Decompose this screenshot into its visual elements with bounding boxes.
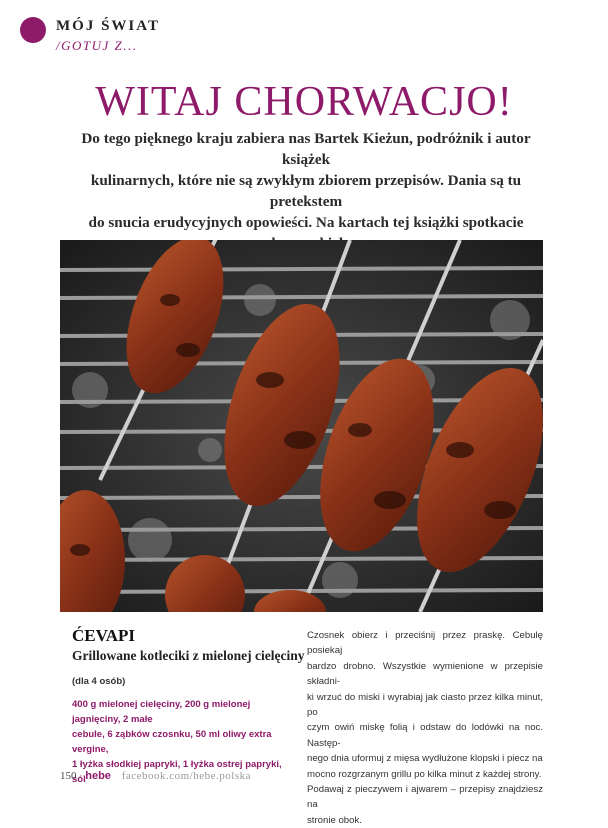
- facebook-link[interactable]: facebook.com/hebe.polska: [121, 770, 251, 782]
- recipe-subtitle: Grillowane kotleciki z mielonej cielęciny: [72, 648, 305, 663]
- method-line: czym owiń miskę folią i odstaw do lodówki na noc. Następ-: [307, 722, 543, 749]
- page-footer: [60, 770, 251, 782]
- section-marker-dot: [20, 17, 46, 43]
- cevapi-photo: [60, 240, 543, 612]
- method-line: Czosnek obierz i przeciśnij przez praskę. Cebulę posiekaj: [307, 630, 543, 657]
- method-line: nego dnia uformuj z mięsa wydłużone klopski i piecz na: [307, 753, 543, 765]
- recipe-name: ĆEVAPI: [72, 626, 135, 645]
- ingredients-line: 400 g mielonej cielęciny, 200 g mielonej jagnięciny, 2 małe: [72, 699, 251, 725]
- method-line: mocno rozgrzanym grillu po kilka minut z każdej strony.: [307, 768, 542, 780]
- method-line: stronie obok.: [307, 814, 362, 826]
- lead-line: do snucia erudycyjnych opowieści. Na kartach tej książki spotkacie: [88, 214, 524, 231]
- recipe-method: [307, 628, 543, 828]
- lead-line: kulinarnych, które nie są zwykłym zbiorem przepisów. Dania są tu pretekstem: [90, 172, 522, 210]
- ingredients-line: 1 łyżka słodkiej papryki, 1 łyżka ostrej papryki, sól: [72, 759, 282, 785]
- section-title: MÓJ ŚWIAT: [56, 18, 160, 34]
- subsection-title: /GOTUJ Z...: [56, 38, 138, 53]
- brand-name: hebe: [85, 770, 111, 782]
- method-line: bardzo drobno. Wszystkie wymienione w przepisie składni-: [307, 660, 543, 688]
- recipe-servings: (dla 4 osób): [72, 676, 126, 687]
- page-number: 150: [60, 770, 77, 782]
- method-line: ki wrzuć do miski i wyrabiaj jak ciasto przez kilka minut, po: [307, 691, 543, 719]
- article-title: WITAJ CHORWACJO!: [95, 79, 513, 125]
- lead-line: Do tego pięknego kraju zabiera nas Bartek Kieżun, podróżnik i autor książek: [81, 130, 531, 168]
- method-line: Podawaj z pieczywem i ajwarem – przepisy znajdziesz na: [307, 784, 543, 811]
- ingredients-line: cebule, 6 ząbków czosnku, 50 ml oliwy extra vergine,: [72, 729, 272, 755]
